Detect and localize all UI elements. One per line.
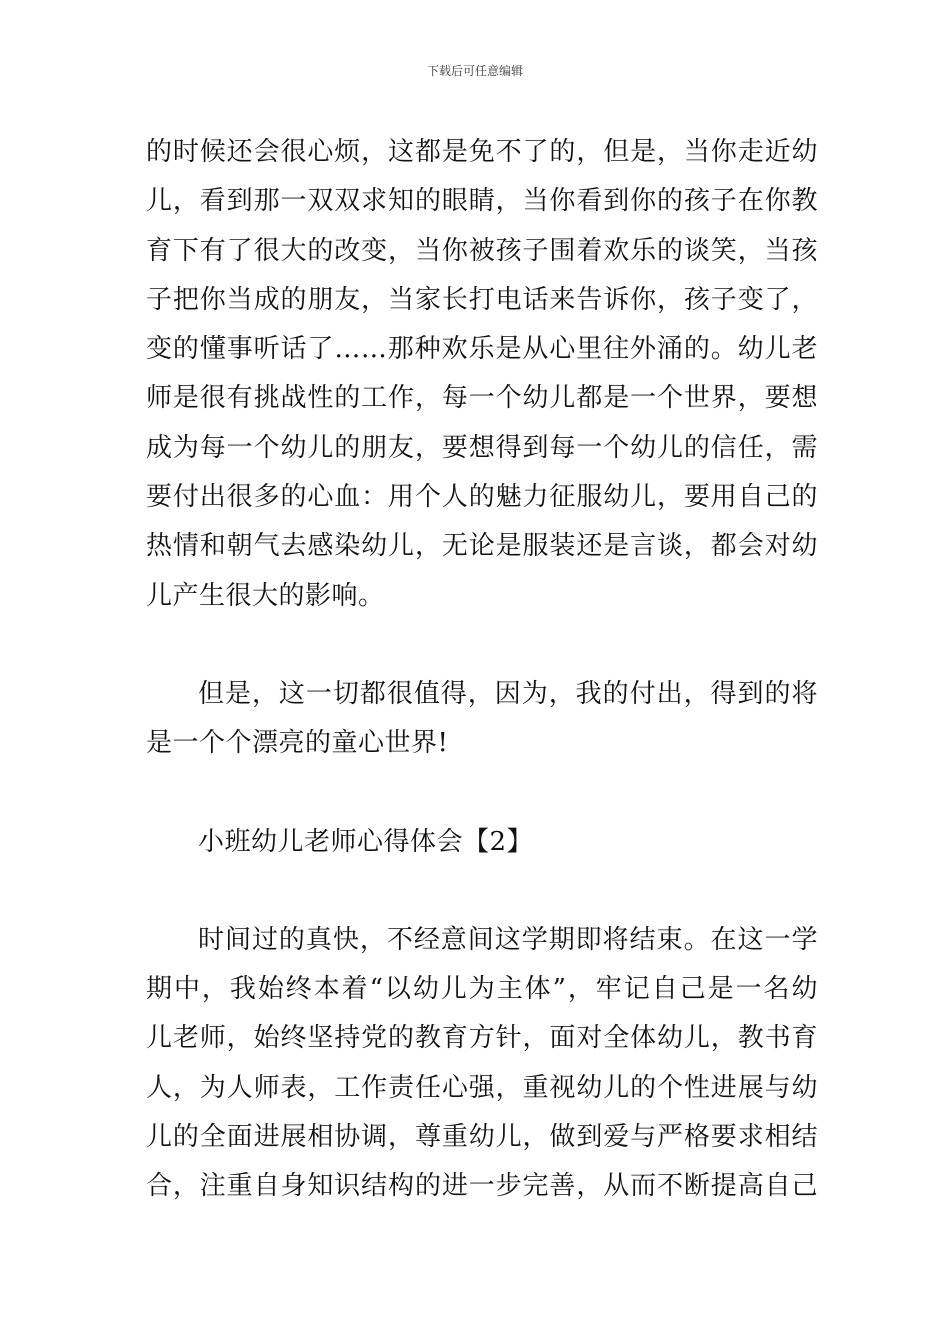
text-line: 热情和朝气去感染幼儿，无论是服装还是言谈，都会对幼 xyxy=(146,531,818,562)
text-line: 要付出很多的心血：用个人的魅力征服幼儿，要用自己的 xyxy=(146,482,818,513)
section-title: 小班幼儿老师心得体会【2】 xyxy=(198,826,534,857)
text-line: 子把你当成的朋友，当家长打电话来告诉你，孩子变了， xyxy=(146,284,818,315)
text-line: 的时候还会很心烦，这都是免不了的，但是，当你走近幼 xyxy=(146,137,818,167)
text-line: 育下有了很大的改变，当你被孩子围着欢乐的谈笑，当孩 xyxy=(146,235,818,266)
paragraph-gap xyxy=(146,769,818,818)
text-line: 时间过的真快，不经意间这学期即将结束。在这一学 xyxy=(198,924,818,955)
text-line: 师是很有挑战性的工作，每一个幼儿都是一个世界，要想 xyxy=(146,383,818,414)
text-line: 成为每一个幼儿的朋友，要想得到每一个幼儿的信任，需 xyxy=(146,432,818,463)
text-line: 儿，看到那一双双求知的眼睛，当你看到你的孩子在你教 xyxy=(146,186,818,217)
page-header: 下载后可任意编辑 xyxy=(426,64,523,78)
paragraph-gap xyxy=(146,867,818,916)
section-heading xyxy=(146,818,818,867)
text-line: 儿产生很大的影响。 xyxy=(146,580,385,611)
document-body xyxy=(146,128,818,1212)
paragraph-3 xyxy=(146,916,818,1212)
paragraph-gap xyxy=(146,621,818,670)
paragraph-2 xyxy=(146,670,818,769)
text-line: 期中，我始终本着“以幼儿为主体”，牢记自己是一名幼 xyxy=(146,974,818,1005)
paragraph-1 xyxy=(146,128,818,621)
text-line: 但是，这一切都很值得，因为，我的付出，得到的将 xyxy=(198,678,818,709)
text-line: 变的懂事听话了……那种欢乐是从心里往外涌的。幼儿老 xyxy=(146,334,818,365)
text-line: 合，注重自身知识结构的进一步完善，从而不断提高自己 xyxy=(146,1171,818,1202)
text-line: 人，为人师表，工作责任心强，重视幼儿的个性进展与幼 xyxy=(146,1072,818,1103)
text-line: 儿的全面进展相协调，尊重幼儿，做到爱与严格要求相结 xyxy=(146,1122,818,1153)
text-line: 儿老师，始终坚持党的教育方针，面对全体幼儿，教书育 xyxy=(146,1023,818,1054)
text-line: 是一个个漂亮的童心世界! xyxy=(146,728,449,759)
